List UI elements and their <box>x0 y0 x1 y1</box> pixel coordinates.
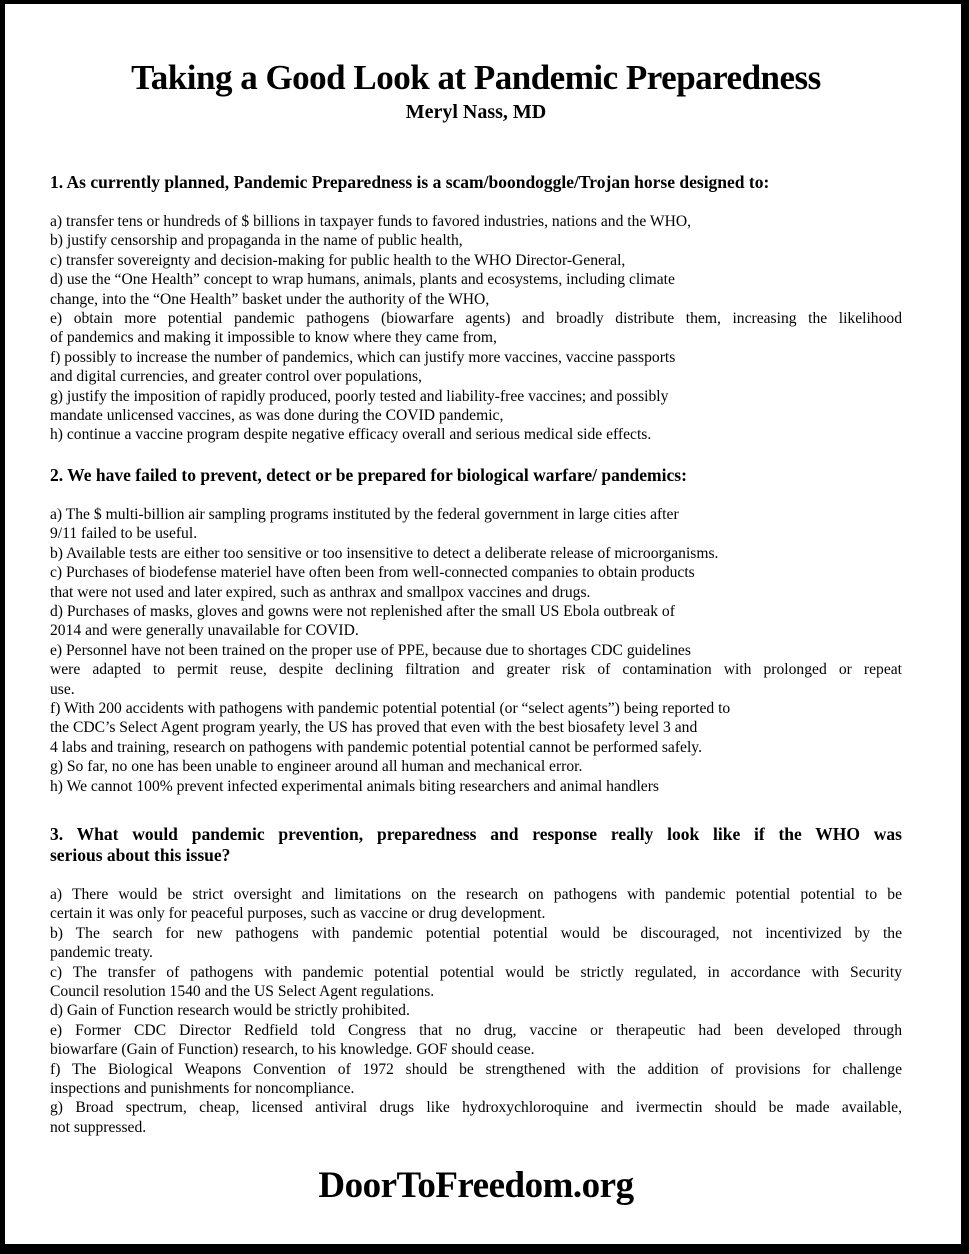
text-line: certain it was only for peaceful purposes, such as vaccine or drug development. <box>50 905 546 923</box>
document-title: Taking a Good Look at Pandemic Preparedness <box>131 58 821 97</box>
text-line: d) use the “One Health” concept to wrap humans, animals, plants and ecosystems, including climate <box>50 271 675 289</box>
text-line: f) The Biological Weapons Convention of 1972 should be strengthened with the addition of provisions for challenge <box>50 1060 902 1078</box>
text-line: e) obtain more potential pandemic pathogens (biowarfare agents) and broadly distribute them, increasing the likelihood <box>50 310 902 328</box>
text-line: a) The $ multi-billion air sampling programs instituted by the federal government in large cities after <box>50 505 679 523</box>
text-line: of pandemics and making it impossible to know where they came from, <box>50 329 497 347</box>
text-line: h) We cannot 100% prevent infected experimental animals biting researchers and animal handlers <box>50 777 659 795</box>
heading-line: 1. As currently planned, Pandemic Preparedness is a scam/boondoggle/Trojan horse designed to: <box>50 172 770 192</box>
text-line: c) Purchases of biodefense materiel have often been from well-connected companies to obtain products <box>50 564 695 582</box>
text-line: g) Broad spectrum, cheap, licensed antiviral drugs like hydroxychloroquine and ivermectin should be made available, <box>50 1099 902 1117</box>
author-byline: Meryl Nass, MD <box>405 101 547 123</box>
section-1-heading <box>50 172 902 193</box>
section-2-body <box>50 505 902 796</box>
text-line: c) The transfer of pathogens with pandemic potential potential would be strictly regulated, in accordance with Security <box>50 963 902 981</box>
text-line: g) justify the imposition of rapidly produced, poorly tested and liability-free vaccines; and possibly <box>50 387 669 405</box>
text-line: f) possibly to increase the number of pandemics, which can justify more vaccines, vaccine passports <box>50 348 676 366</box>
section-2 <box>50 465 902 796</box>
text-line: b) The search for new pathogens with pandemic potential potential would be discouraged, not incentivized by the <box>50 924 902 942</box>
heading-line: 2. We have failed to prevent, detect or be prepared for biological warfare/ pandemics: <box>50 464 687 485</box>
text-line: 4 labs and training, research on pathogens with pandemic potential potential cannot be performed safely. <box>50 738 702 756</box>
text-line: Council resolution 1540 and the US Select Agent regulations. <box>50 983 435 1000</box>
heading-line: 3. What would pandemic prevention, preparedness and response really look like if the WHO was <box>50 823 902 844</box>
text-line: a) There would be strict oversight and limitations on the research on pathogens with pandemic potential potential to be <box>50 885 902 903</box>
footer-website: DoorToFreedom.org <box>318 1165 634 1207</box>
text-line: mandate unlicensed vaccines, as was done during the COVID pandemic, <box>50 407 504 425</box>
text-line: a) transfer tens or hundreds of $ billions in taxpayer funds to favored industries, nations and the WHO, <box>50 213 692 230</box>
document-content <box>5 57 961 1209</box>
section-3 <box>50 824 902 1137</box>
text-line: pandemic treaty. <box>50 944 153 962</box>
text-line: e) Personnel have not been trained on the proper use of PPE, because due to shortages CDC guidelines <box>50 641 691 659</box>
text-line: change, into the “One Health” basket under the authority of the WHO, <box>50 290 490 308</box>
text-line: inspections and punishments for noncompliance. <box>50 1080 355 1098</box>
text-line: biowarfare (Gain of Function) research, to his knowledge. GOF should cease. <box>50 1041 535 1059</box>
text-line: the CDC’s Select Agent program yearly, the US has proved that even with the best biosafety level 3 and <box>50 719 698 737</box>
text-line: b) justify censorship and propaganda in the name of public health, <box>50 232 463 250</box>
section-2-heading <box>50 465 902 486</box>
text-line: were adapted to permit reuse, despite declining filtration and greater risk of contamination with prolonged or repeat <box>50 661 902 679</box>
text-line: and digital currencies, and greater control over populations, <box>50 368 422 386</box>
text-line: d) Gain of Function research would be strictly prohibited. <box>50 1002 410 1020</box>
text-line: not suppressed. <box>50 1118 147 1136</box>
text-line: use. <box>50 680 75 698</box>
sections-container <box>50 172 902 1137</box>
text-line: 2014 and were generally unavailable for COVID. <box>50 622 359 640</box>
section-3-body <box>50 885 902 1137</box>
heading-line: serious about this issue? <box>50 844 231 865</box>
section-3-heading <box>50 824 902 866</box>
text-line: h) continue a vaccine program despite negative efficacy overall and serious medical side effects. <box>50 426 652 444</box>
text-line: d) Purchases of masks, gloves and gowns were not replenished after the small US Ebola outbreak of <box>50 602 675 620</box>
text-line: b) Available tests are either too sensitive or too insensitive to detect a deliberate release of microorganisms. <box>50 544 719 562</box>
text-line: g) So far, no one has been unable to engineer around all human and mechanical error. <box>50 758 583 776</box>
text-line: c) transfer sovereignty and decision-making for public health to the WHO Director-General, <box>50 251 626 269</box>
text-line: e) Former CDC Director Redfield told Congress that no drug, vaccine or therapeutic had been developed through <box>50 1021 902 1039</box>
text-line: f) With 200 accidents with pathogens with pandemic potential potential (or “select agents”) being reported to <box>50 699 731 717</box>
section-1 <box>50 172 902 445</box>
section-1-body <box>50 212 902 445</box>
text-line: that were not used and later expired, such as anthrax and smallpox vaccines and drugs. <box>50 583 591 601</box>
text-line: 9/11 failed to be useful. <box>50 525 198 543</box>
